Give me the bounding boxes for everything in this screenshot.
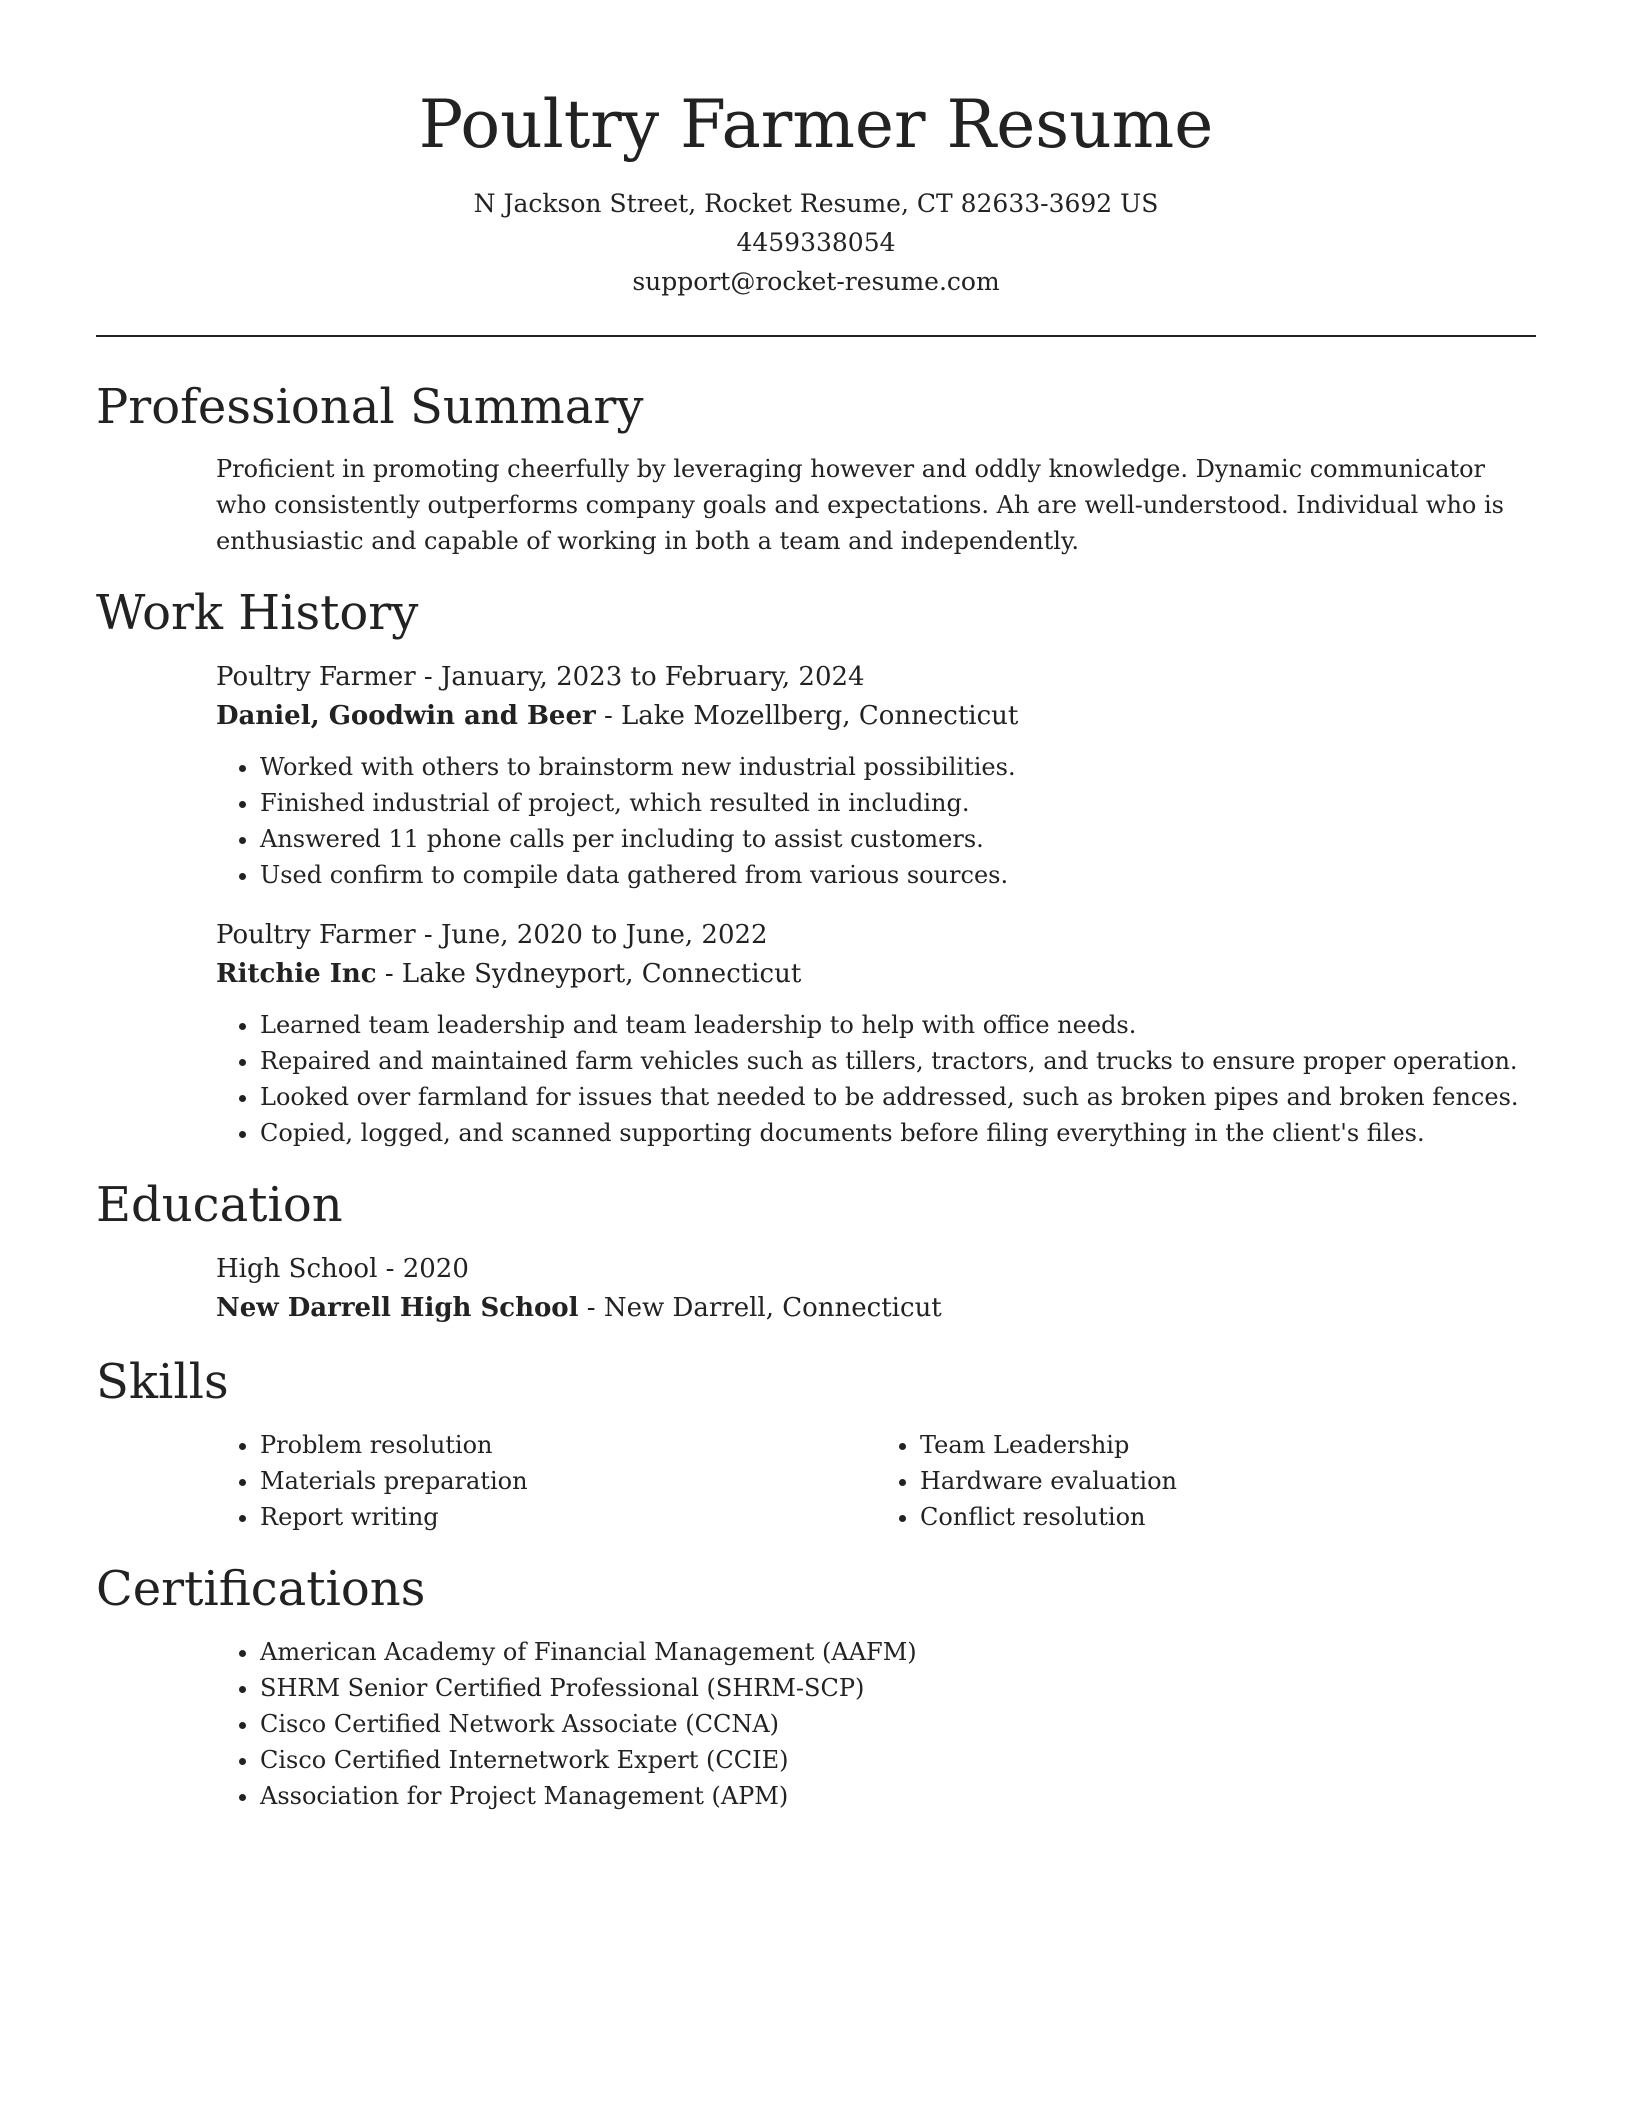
resume-page — [96, 80, 1536, 1814]
job-duty: • Repaired and maintained farm vehicles such as tillers, tractors, and trucks to ensure proper operation. — [260, 1043, 1536, 1079]
skill-item: • Report writing — [260, 1499, 876, 1535]
skill-item: • Materials preparation — [260, 1463, 876, 1499]
education-heading: Education — [96, 1177, 343, 1233]
job-duties — [216, 749, 1536, 893]
certification-item: • SHRM Senior Certified Professional (SHRM-SCP) — [260, 1670, 1536, 1706]
job-duty: • Used confirm to compile data gathered from various sources. — [260, 857, 1536, 893]
skill-item: • Hardware evaluation — [920, 1463, 1536, 1499]
employer-name: Daniel, Goodwin and Beer — [216, 701, 596, 731]
certification-item: • Cisco Certified Internetwork Expert (CCIE) — [260, 1742, 1536, 1778]
header-divider — [96, 335, 1536, 337]
job-title-line: Poultry Farmer - January, 2023 to February, 2024 — [216, 662, 865, 692]
skills-list-left — [216, 1427, 876, 1535]
summary-heading: Professional Summary — [96, 379, 644, 435]
job-entry — [216, 658, 1536, 893]
skill-item: • Team Leadership — [920, 1427, 1536, 1463]
summary-text: Proficient in promoting cheerfully by leveraging however and oddly knowledge. Dynamic communicator who consistently outperforms company goals and expectations. Ah are well-understood. Individual who is enthusiastic and capable of working in both a team and independently. — [216, 455, 1504, 555]
job-duty: • Looked over farmland for issues that needed to be addressed, such as broken pipes and broken fences. — [260, 1079, 1536, 1115]
contact-phone: 4459338054 — [736, 228, 896, 257]
job-duty: • Learned team leadership and team leadership to help with office needs. — [260, 1007, 1536, 1043]
skill-item: • Conflict resolution — [920, 1499, 1536, 1535]
skills-heading: Skills — [96, 1354, 229, 1410]
certifications-heading: Certifications — [96, 1561, 426, 1617]
certification-item: • American Academy of Financial Management (AAFM) — [260, 1634, 1536, 1670]
work-history-heading: Work History — [96, 585, 419, 641]
job-title-line: Poultry Farmer - June, 2020 to June, 2022 — [216, 920, 768, 950]
job-duty: • Copied, logged, and scanned supporting documents before filing everything in the client's files. — [260, 1115, 1536, 1151]
job-duties — [216, 1007, 1536, 1151]
employer-location: - Lake Sydneyport, Connecticut — [376, 959, 802, 989]
job-entry — [216, 916, 1536, 1151]
certifications-list — [216, 1634, 1536, 1814]
resume-title: Poultry Farmer Resume — [418, 86, 1214, 163]
job-employer-line — [216, 955, 1536, 994]
work-history-section — [96, 581, 1536, 1151]
employer-location: - Lake Mozellberg, Connecticut — [595, 701, 1019, 731]
education-section — [96, 1173, 1536, 1328]
certification-item: • Cisco Certified Network Associate (CCNA) — [260, 1706, 1536, 1742]
education-degree-line: High School - 2020 — [216, 1254, 469, 1284]
skill-item: • Problem resolution — [260, 1427, 876, 1463]
contact-address: N Jackson Street, Rocket Resume, CT 82633-3692 US — [473, 189, 1159, 218]
school-name: New Darrell High School — [216, 1293, 579, 1323]
certifications-section — [96, 1557, 1536, 1814]
job-duty: • Worked with others to brainstorm new industrial possibilities. — [260, 749, 1536, 785]
job-duty: • Finished industrial of project, which resulted in including. — [260, 785, 1536, 821]
summary-section — [96, 375, 1536, 559]
education-school-line — [216, 1289, 1536, 1328]
contact-info — [96, 184, 1536, 301]
employer-name: Ritchie Inc — [216, 959, 377, 989]
school-location: - New Darrell, Connecticut — [578, 1293, 942, 1323]
skills-list-right — [876, 1427, 1536, 1535]
skills-section — [96, 1350, 1536, 1535]
contact-email: support@rocket-resume.com — [632, 267, 1000, 296]
job-employer-line — [216, 697, 1536, 736]
job-duty: • Answered 11 phone calls per including to assist customers. — [260, 821, 1536, 857]
certification-item: • Association for Project Management (APM) — [260, 1778, 1536, 1814]
